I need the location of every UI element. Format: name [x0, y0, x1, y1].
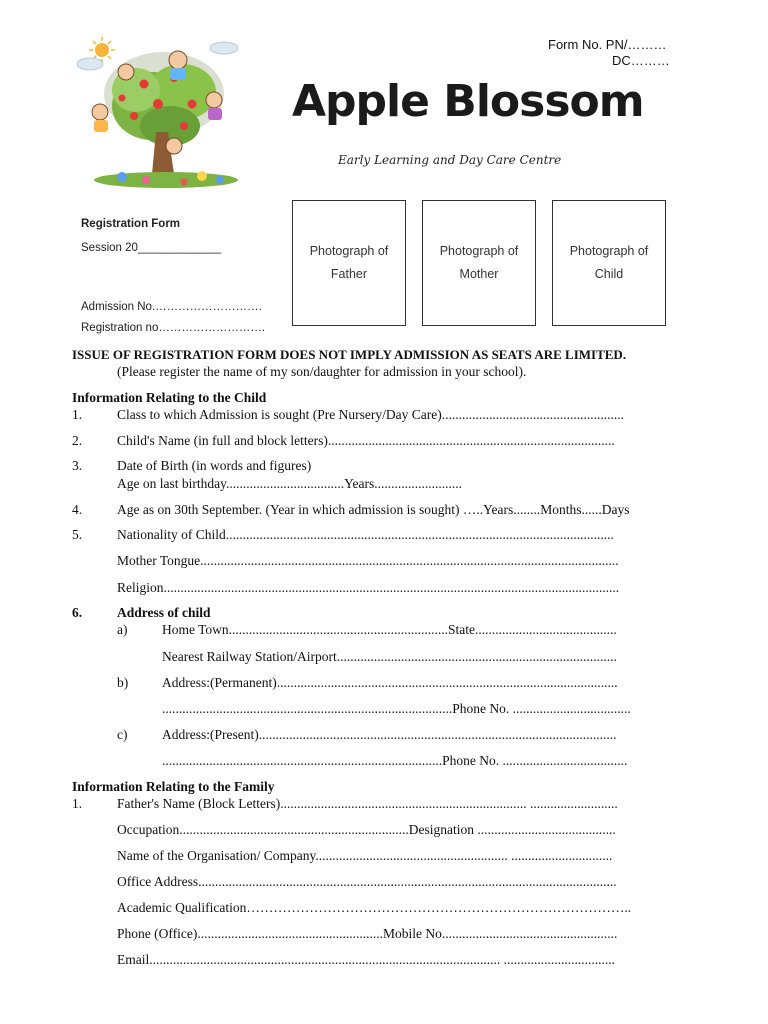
occupation-field: Occupation....................................................................Designation ......................................... [117, 822, 616, 837]
session-field: Session 20_____________ [81, 242, 222, 254]
child-section-heading: Information Relating to the Child [72, 390, 267, 405]
photo-label: Photograph of [439, 244, 519, 258]
registration-title: Registration Form [81, 218, 181, 230]
phone-mobile-field: Phone (Office).......................................................Mobile No.................................................... [117, 926, 618, 941]
present-address-field: Address:(Present).......................................................................................................... [162, 727, 617, 742]
age-last-birthday-field: Age on last birthday...................................Years.......................... [117, 476, 462, 491]
item-number: 1. [72, 796, 83, 811]
home-town-field: Home Town.................................................................State.......................................... [162, 622, 617, 637]
item-number: 6. [72, 605, 83, 620]
present-phone-field: ...................................................................................Phone No. ..................................... [162, 753, 628, 768]
class-sought-field: Class to which Admission is sought (Pre Nursery/Day Care)...................................................... [117, 407, 624, 422]
address-of-child-heading: Address of child [117, 605, 211, 620]
item-number: 1. [72, 407, 83, 422]
permanent-address-field: Address:(Permanent)..................................................................................................... [162, 675, 618, 690]
family-section-heading: Information Relating to the Family [72, 779, 275, 794]
father-name-field: Father's Name (Block Letters)......................................................................... .......................... [117, 796, 618, 811]
photo-label: Photograph of [569, 244, 649, 258]
permanent-phone-field: ......................................................................................Phone No. ................................... [162, 701, 631, 716]
age-on-30-september-field: Age as on 30th September. (Year in which admission is sought) …..Years........Months......Days [117, 502, 630, 517]
registration-number-field: Registration no………………………. [81, 322, 266, 334]
date-of-birth-field: Date of Birth (in words and figures) [117, 458, 312, 473]
photo-box-mother [422, 200, 536, 326]
admission-number-field: Admission No.………………………. [81, 301, 262, 313]
nationality-field: Nationality of Child................................................................................................................... [117, 527, 614, 542]
item-number: 2. [72, 433, 83, 448]
item-number: 3. [72, 458, 83, 473]
photo-box-child [552, 200, 666, 326]
photo-label: Child [594, 267, 624, 281]
item-number: 5. [72, 527, 83, 542]
notice-subtext: (Please register the name of my son/daughter for admission in your school). [117, 364, 527, 379]
office-address-field: Office Address............................................................................................................................ [117, 874, 617, 889]
child-name-field: Child's Name (in full and block letters)..................................................................................... [117, 433, 615, 448]
mother-tongue-field: Mother Tongue............................................................................................................................ [117, 553, 619, 568]
email-field: Email........................................................................................................ ................................. [117, 952, 615, 967]
brand-title: Apple Blossom [292, 76, 644, 127]
religion-field: Religion....................................................................................................................................... [117, 580, 620, 595]
photo-label: Mother [459, 267, 499, 281]
form-number: Form No. PN/……… [548, 37, 667, 52]
photo-label: Photograph of [309, 244, 389, 258]
academic-qualification-field: Academic Qualification………………………………………………………………………….. [117, 900, 632, 915]
dc-number: DC……… [612, 53, 670, 68]
item-number: 4. [72, 502, 83, 517]
grass-flowers [94, 171, 238, 188]
organisation-field: Name of the Organisation/ Company......................................................... .............................. [117, 848, 613, 863]
sub-item-label: a) [117, 622, 128, 637]
brand-tagline: Early Learning and Day Care Centre [338, 153, 562, 167]
photo-label: Father [330, 267, 368, 281]
sub-item-label: b) [117, 675, 129, 690]
sub-item-label: c) [117, 727, 128, 742]
tree-logo-illustration [74, 34, 250, 192]
railway-station-field: Nearest Railway Station/Airport................................................................................... [162, 649, 617, 664]
photo-box-father [292, 200, 406, 326]
notice-heading: ISSUE OF REGISTRATION FORM DOES NOT IMPLY ADMISSION AS SEATS ARE LIMITED. [72, 347, 627, 362]
